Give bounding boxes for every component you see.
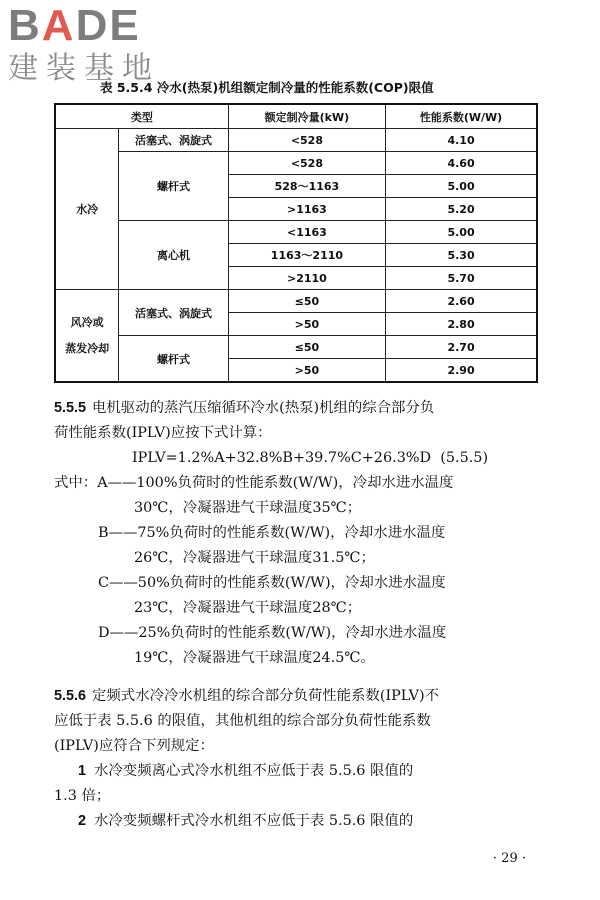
var-c-text: C——50%负荷时的性能系数(W/W)，冷却水进水温度 (98, 575, 446, 591)
capacity-cell: ≤50 (228, 290, 385, 313)
group-water-cooled: 水冷 (55, 129, 119, 290)
iplv-formula: IPLV=1.2%A+32.8%B+39.7%C+26.3%D (132, 450, 432, 466)
subtype-cell: 螺杆式 (119, 336, 229, 383)
var-c-cont: 23℃，冷凝器进气干球温度28℃； (134, 600, 362, 616)
cop-cell: 2.70 (386, 336, 537, 359)
group-air-evap-cooled: 风冷或 蒸发冷却 (55, 290, 119, 383)
section-5-5-6 (54, 684, 548, 834)
subtype-cell: 活塞式、涡旋式 (119, 290, 229, 336)
list-item-number: 1 (78, 763, 87, 779)
paragraph-text: 电机驱动的蒸汽压缩循环冷水(热泵)机组的综合部分负 (92, 400, 435, 416)
var-a-cont: 30℃，冷凝器进气干球温度35℃； (134, 500, 362, 516)
cop-cell: 4.60 (386, 152, 537, 175)
subtype-cell: 离心机 (119, 221, 229, 290)
capacity-cell: <1163 (228, 221, 385, 244)
subtype-cell: 螺杆式 (119, 152, 229, 221)
cop-cell: 5.30 (386, 244, 537, 267)
logo-subtitle: 建装基地 (8, 51, 160, 86)
subtype-cell: 活塞式、涡旋式 (119, 129, 229, 152)
section-number: 5.5.6 (54, 688, 87, 704)
var-d-text: D——25%负荷时的性能系数(W/W)，冷却水进水温度 (98, 625, 447, 641)
var-b-text: B——75%负荷时的性能系数(W/W)，冷却水进水温度 (98, 525, 446, 541)
table-row (55, 129, 537, 152)
section-5-5-5 (54, 396, 548, 671)
list-item-text: 1.3 倍； (54, 788, 111, 804)
page-number: · 29 · (492, 851, 526, 866)
capacity-cell: 528～1163 (228, 175, 385, 198)
header-type: 类型 (55, 104, 228, 129)
cop-cell: 4.10 (386, 129, 537, 152)
capacity-cell: <528 (228, 129, 385, 152)
capacity-cell: <528 (228, 152, 385, 175)
capacity-cell: 1163～2110 (228, 244, 385, 267)
header-cop: 性能系数(W/W) (386, 104, 537, 129)
where-label: 式中： (54, 475, 98, 491)
logo-wordmark: BADE (8, 1, 141, 50)
capacity-cell: >50 (228, 313, 385, 336)
paragraph-text: 定频式水冷冷水机组的综合部分负荷性能系数(IPLV)不 (92, 688, 440, 704)
formula-number: (5.5.5) (440, 450, 489, 466)
table-row (55, 221, 537, 244)
var-a-text: A——100%负荷时的性能系数(W/W)，冷却水进水温度 (97, 475, 454, 491)
cop-cell: 5.00 (386, 175, 537, 198)
cop-cell: 2.60 (386, 290, 537, 313)
table-header-row (55, 104, 537, 129)
watermark-logo (8, 1, 160, 86)
cop-cell: 5.70 (386, 267, 537, 290)
capacity-cell: >1163 (228, 198, 385, 221)
capacity-cell: >50 (228, 359, 385, 383)
section-number: 5.5.5 (54, 400, 87, 416)
list-item-text: 水冷变频螺杆式冷水机组不应低于表 5.5.6 限值的 (94, 813, 414, 829)
paragraph-text: 应低于表 5.5.6 的限值，其他机组的综合部分负荷性能系数 (54, 713, 431, 729)
list-item-number: 2 (78, 813, 87, 829)
cop-cell: 2.80 (386, 313, 537, 336)
cop-limit-table (54, 103, 538, 383)
list-item-text: 水冷变频离心式冷水机组不应低于表 5.5.6 限值的 (94, 763, 414, 779)
paragraph-text: (IPLV)应符合下列规定： (54, 738, 214, 754)
table-row (55, 290, 537, 313)
var-d-cont: 19℃，冷凝器进气干球温度24.5℃。 (134, 650, 375, 666)
table-row (55, 336, 537, 359)
table-caption: 表 5.5.4 冷水(热泵)机组额定制冷量的性能系数(COP)限值 (100, 80, 434, 95)
var-b-cont: 26℃，冷凝器进气干球温度31.5℃； (134, 550, 375, 566)
paragraph-text: 荷性能系数(IPLV)应按下式计算： (54, 425, 272, 441)
cop-cell: 5.20 (386, 198, 537, 221)
cop-cell: 5.00 (386, 221, 537, 244)
capacity-cell: ≤50 (228, 336, 385, 359)
capacity-cell: >2110 (228, 267, 385, 290)
table-row (55, 152, 537, 175)
cop-cell: 2.90 (386, 359, 537, 383)
header-capacity: 额定制冷量(kW) (228, 104, 385, 129)
